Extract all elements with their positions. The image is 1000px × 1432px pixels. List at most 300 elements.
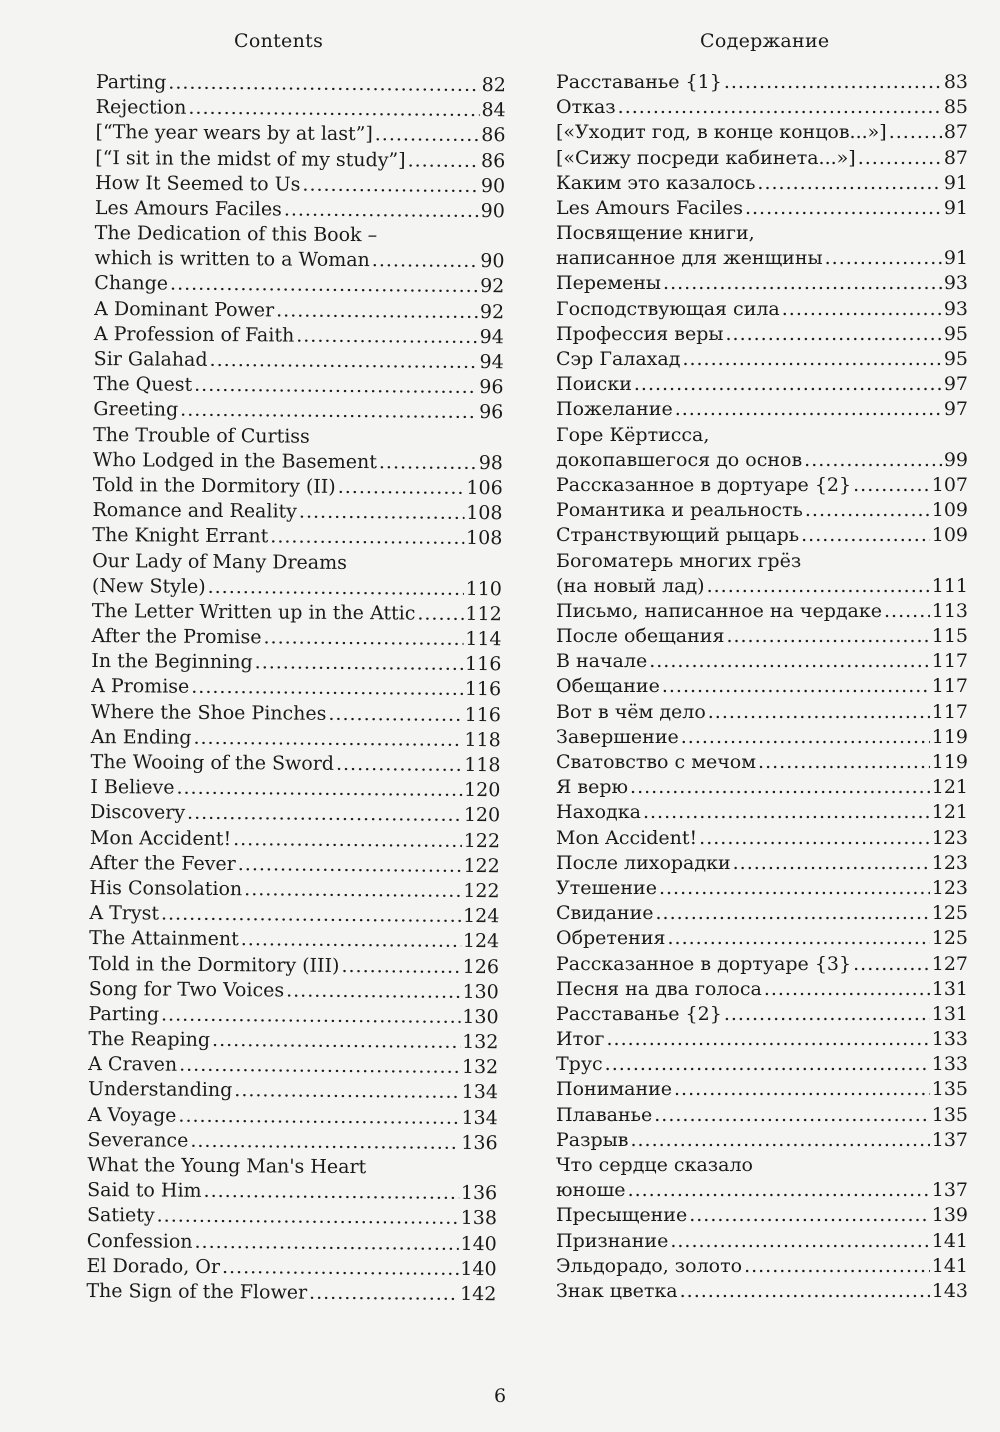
dot-leader xyxy=(193,726,462,753)
toc-entry-page: 121 xyxy=(931,776,968,799)
toc-entry xyxy=(88,1103,498,1131)
toc-entry-page: 91 xyxy=(943,247,968,270)
toc-entry xyxy=(556,146,968,171)
dot-leader xyxy=(682,347,941,372)
dot-leader xyxy=(187,801,462,828)
toc-entry-page: 134 xyxy=(461,1106,498,1129)
dot-leader xyxy=(190,1129,459,1156)
toc-entry xyxy=(556,473,968,498)
dot-leader xyxy=(605,1052,930,1077)
dot-leader xyxy=(884,599,930,624)
toc-entry-title: Песня на два голоса xyxy=(556,977,762,1000)
toc-entry xyxy=(89,876,499,904)
toc-entry xyxy=(556,649,968,674)
dot-leader xyxy=(649,649,930,674)
dot-leader xyxy=(668,926,930,951)
toc-entry xyxy=(556,498,968,523)
toc-entry-page: 120 xyxy=(464,779,501,802)
toc-entry-title: Where the Shoe Pinches xyxy=(90,700,327,725)
dot-leader xyxy=(725,322,941,347)
dot-leader xyxy=(804,448,942,473)
dot-leader xyxy=(336,752,462,778)
toc-entry xyxy=(93,397,503,425)
toc-entry xyxy=(90,800,500,828)
toc-entry-title: The Reaping xyxy=(88,1028,211,1052)
toc-entry-page: 126 xyxy=(462,955,500,978)
toc-entry-page: 132 xyxy=(461,1056,499,1079)
toc-entry-title: In the Beginning xyxy=(91,650,253,674)
toc-entry xyxy=(556,523,968,548)
toc-entry xyxy=(96,70,506,98)
toc-entry-page: 96 xyxy=(479,376,504,399)
toc-entry xyxy=(95,221,505,249)
toc-entry-page: 117 xyxy=(931,650,968,673)
dot-leader xyxy=(825,246,942,271)
contents-list-russian xyxy=(556,70,968,1304)
toc-entry-title: В начале xyxy=(556,650,648,673)
toc-entry xyxy=(556,851,968,876)
toc-entry-title: Каким это казалось xyxy=(556,171,756,194)
dot-leader xyxy=(194,373,477,400)
dot-leader xyxy=(204,1179,460,1206)
toc-entry-page: 137 xyxy=(931,1128,968,1151)
toc-entry-title: Пожелание xyxy=(556,398,673,421)
toc-entry xyxy=(556,1002,968,1027)
toc-entry xyxy=(556,1078,968,1103)
toc-entry xyxy=(93,423,503,451)
toc-entry-title: Господствующая сила xyxy=(556,297,780,320)
dot-leader xyxy=(628,1178,930,1203)
dot-leader xyxy=(654,1103,929,1128)
dot-leader xyxy=(176,776,462,803)
toc-entry xyxy=(91,624,501,652)
toc-entry-title: [“The year wears by at last”] xyxy=(95,121,373,146)
toc-entry xyxy=(556,1153,968,1178)
toc-entry-title: Les Amours Faciles xyxy=(556,196,743,219)
toc-entry-page: 99 xyxy=(943,448,968,471)
toc-entry-title: Расставанье {1} xyxy=(556,70,722,93)
dot-leader xyxy=(302,172,479,199)
toc-entry xyxy=(88,1077,498,1105)
toc-entry-page: 110 xyxy=(465,577,503,600)
toc-entry-title: Mon Accident! xyxy=(556,826,698,849)
toc-entry-title: Greeting xyxy=(93,398,179,422)
toc-entry-page: 114 xyxy=(465,628,502,651)
toc-entry-page: 97 xyxy=(943,398,968,421)
toc-entry xyxy=(556,221,968,246)
toc-entry-page: 130 xyxy=(462,1005,499,1029)
toc-entry xyxy=(556,423,968,448)
toc-entry-title: Who Lodged in the Basement xyxy=(92,448,378,474)
dot-leader xyxy=(680,1279,930,1304)
toc-entry xyxy=(556,1229,968,1254)
toc-entry xyxy=(94,271,504,299)
toc-entry-page: 131 xyxy=(931,1002,968,1025)
toc-entry-page: 122 xyxy=(463,854,500,877)
toc-entry-page: 84 xyxy=(481,99,506,122)
dot-leader xyxy=(233,827,462,854)
dot-leader xyxy=(630,775,930,800)
toc-entry xyxy=(89,901,499,929)
toc-entry-title: His Consolation xyxy=(89,876,243,901)
dot-leader xyxy=(724,1002,930,1027)
toc-entry-page: 124 xyxy=(463,905,500,928)
dot-leader xyxy=(417,601,463,627)
toc-entry xyxy=(92,574,502,602)
toc-entry-title: Обещание xyxy=(556,675,660,698)
toc-entry-page: 127 xyxy=(931,952,968,975)
toc-entry-title: A Tryst xyxy=(89,902,160,925)
dot-leader xyxy=(212,1028,460,1055)
dot-leader xyxy=(408,148,480,174)
toc-entry-page: 135 xyxy=(931,1078,968,1101)
toc-entry-page: 140 xyxy=(460,1257,497,1280)
toc-entry xyxy=(87,1153,497,1181)
toc-entry-title: написанное для женщины xyxy=(556,247,823,270)
toc-entry-page: 118 xyxy=(464,753,501,777)
dot-leader xyxy=(276,298,478,325)
toc-entry-title: Понимание xyxy=(556,1078,673,1101)
toc-entry-page: 130 xyxy=(462,980,499,1003)
toc-entry-page: 111 xyxy=(931,574,968,597)
dot-leader xyxy=(194,1229,458,1256)
toc-entry-title: Романтика и реальность xyxy=(556,499,803,522)
dot-leader xyxy=(801,523,930,548)
dot-leader xyxy=(659,876,930,901)
toc-entry-title: Эльдорадо, золото xyxy=(556,1254,743,1277)
toc-entry-title: Вот в чём дело xyxy=(556,700,706,723)
toc-entry-page: 91 xyxy=(943,196,968,219)
toc-entry-page: 97 xyxy=(943,373,968,396)
toc-entry xyxy=(90,826,500,854)
toc-entry xyxy=(88,1002,498,1030)
toc-entry xyxy=(556,901,968,926)
toc-entry-title: The Attainment xyxy=(89,927,239,951)
toc-entry-page: 93 xyxy=(943,297,968,320)
toc-entry xyxy=(89,977,499,1005)
toc-entry-page: 95 xyxy=(943,322,968,345)
toc-entry-title: Знак цветка xyxy=(556,1279,678,1302)
toc-entry-page: 93 xyxy=(943,272,968,295)
dot-leader xyxy=(853,952,930,977)
toc-entry-page: 118 xyxy=(464,728,501,752)
toc-entry xyxy=(93,473,503,501)
toc-entry-title: После обещания xyxy=(556,625,725,648)
toc-entry xyxy=(94,347,504,375)
toc-entry-page: 108 xyxy=(466,502,503,525)
dot-leader xyxy=(699,826,930,851)
dot-leader xyxy=(670,1229,929,1254)
toc-entry-title: Rejection xyxy=(95,96,187,119)
toc-entry-title: Discovery xyxy=(90,801,186,825)
toc-entry xyxy=(556,120,968,145)
toc-entry-title: Song for Two Voices xyxy=(88,977,285,1002)
toc-entry xyxy=(92,549,502,577)
dot-leader xyxy=(222,1255,459,1282)
toc-entry-title: Поиски xyxy=(556,373,632,396)
dot-leader xyxy=(656,901,930,926)
toc-entry-title: Confession xyxy=(86,1229,193,1253)
toc-entry-page: 121 xyxy=(931,801,968,824)
toc-entry xyxy=(556,297,968,322)
toc-entry-page: 123 xyxy=(931,826,968,849)
toc-entry-title: Богоматерь многих грёз xyxy=(556,549,802,572)
toc-entry-page: 123 xyxy=(931,851,968,874)
toc-entry xyxy=(87,1229,497,1257)
toc-entry-page: 132 xyxy=(462,1031,499,1054)
toc-entry xyxy=(556,196,968,221)
dot-leader xyxy=(889,120,942,145)
toc-entry-title: Сватовство с мечом xyxy=(556,751,757,774)
toc-entry-page: 136 xyxy=(461,1131,498,1155)
toc-entry-page: 107 xyxy=(931,473,968,496)
contents-heading: Contents xyxy=(234,30,324,52)
toc-entry-page: 142 xyxy=(460,1282,497,1306)
toc-entry xyxy=(556,800,968,825)
toc-entry-title: [«Сижу посреди кабинета...»] xyxy=(556,146,856,169)
toc-entry xyxy=(556,448,968,473)
toc-entry-title: Рассказанное в дортуаре {2} xyxy=(556,473,852,496)
toc-entry xyxy=(556,322,968,347)
toc-entry-page: 115 xyxy=(931,625,968,648)
toc-entry-page: 106 xyxy=(466,476,503,500)
toc-entry xyxy=(556,246,968,271)
toc-entry xyxy=(96,95,506,123)
toc-entry xyxy=(95,171,505,199)
toc-entry-page: 140 xyxy=(460,1232,497,1255)
dot-leader xyxy=(208,575,464,602)
dot-leader xyxy=(180,398,477,426)
toc-entry xyxy=(90,775,500,803)
toc-entry-page: 116 xyxy=(464,678,502,701)
toc-entry-title: Told in the Dormitory (III) xyxy=(88,952,340,977)
toc-entry xyxy=(556,397,968,422)
toc-entry-title: Said to Him xyxy=(87,1179,202,1203)
toc-entry-page: 94 xyxy=(479,351,504,374)
toc-entry-page: 136 xyxy=(460,1182,498,1205)
toc-entry-title: Parting xyxy=(95,70,167,94)
toc-entry xyxy=(556,1052,968,1077)
toc-entry-title: Разрыв xyxy=(556,1128,629,1151)
dot-leader xyxy=(853,473,930,498)
toc-entry-title: A Profession of Faith xyxy=(93,322,295,347)
toc-entry-title: Расставанье {2} xyxy=(556,1002,722,1025)
toc-entry xyxy=(89,952,499,980)
toc-entry-title: I Believe xyxy=(90,776,175,799)
toc-entry xyxy=(90,750,500,778)
toc-entry-title: Отказ xyxy=(556,96,616,119)
toc-entry xyxy=(95,146,505,174)
toc-entry xyxy=(556,775,968,800)
toc-entry-page: 119 xyxy=(931,725,968,748)
dot-leader xyxy=(681,725,930,750)
toc-entry-page: 90 xyxy=(480,199,505,223)
toc-entry-page: 116 xyxy=(464,703,502,726)
dot-leader xyxy=(328,702,462,728)
dot-leader xyxy=(270,525,464,552)
toc-entry xyxy=(556,926,968,951)
toc-entry-page: 92 xyxy=(479,300,505,323)
toc-entry xyxy=(556,624,968,649)
toc-entry-page: 92 xyxy=(480,275,505,298)
dot-leader xyxy=(724,70,942,95)
toc-entry-title: Завершение xyxy=(556,725,679,748)
toc-entry-title: Рассказанное в дортуаре {3} xyxy=(556,952,852,975)
toc-entry xyxy=(556,574,968,599)
toc-entry xyxy=(86,1279,496,1307)
toc-entry-page: 143 xyxy=(931,1279,968,1302)
toc-entry-title: Told in the Dormitory (II) xyxy=(92,473,336,498)
toc-entry-page: 82 xyxy=(481,74,506,97)
dot-leader xyxy=(161,1002,460,1030)
dot-leader xyxy=(209,348,477,375)
toc-entry xyxy=(556,70,968,95)
toc-entry-title: докопавшегося до основ xyxy=(556,448,803,471)
toc-entry-page: 86 xyxy=(481,124,506,147)
dot-leader xyxy=(805,498,930,523)
dot-leader xyxy=(241,928,461,955)
toc-entry-title: Свидание xyxy=(556,902,654,925)
toc-entry xyxy=(556,95,968,120)
toc-entry-title: (на новый лад) xyxy=(556,574,705,597)
toc-entry-page: 135 xyxy=(931,1103,968,1126)
toc-entry-page: 90 xyxy=(480,174,506,197)
toc-entry xyxy=(87,1128,497,1156)
toc-entry-title: How It Seemed to Us xyxy=(95,171,301,196)
dot-leader xyxy=(263,625,463,652)
dot-leader xyxy=(726,624,929,649)
toc-entry-page: 116 xyxy=(464,653,502,676)
toc-entry-title: Understanding xyxy=(87,1078,233,1102)
toc-entry-page: 109 xyxy=(931,524,968,547)
toc-entry xyxy=(94,297,504,325)
toc-entry-title: Письмо, написанное на чердаке xyxy=(556,599,882,622)
dot-leader xyxy=(758,750,930,775)
dot-leader xyxy=(689,1203,930,1228)
toc-entry-title: El Dorado, Or xyxy=(86,1254,221,1278)
toc-entry-page: 123 xyxy=(931,876,968,899)
dot-leader xyxy=(188,96,479,123)
toc-entry-page: 85 xyxy=(943,96,968,119)
dot-leader xyxy=(168,71,480,99)
toc-entry-title: Профессия веры xyxy=(556,322,724,345)
dot-leader xyxy=(299,500,465,527)
toc-entry-title: The Trouble of Curtiss xyxy=(93,423,310,448)
toc-entry-title: Обретения xyxy=(556,927,666,950)
toc-entry-title: Перемены xyxy=(556,272,662,295)
toc-entry-page: 90 xyxy=(480,250,505,273)
dot-leader xyxy=(643,800,930,825)
toc-entry-title: A Craven xyxy=(88,1053,178,1076)
toc-entry-title: Утешение xyxy=(556,876,657,899)
toc-entry-page: 87 xyxy=(943,121,968,144)
dot-leader xyxy=(764,977,930,1002)
toc-entry-page: 117 xyxy=(931,675,968,698)
toc-entry-page: 108 xyxy=(465,527,503,550)
toc-entry xyxy=(556,1279,968,1304)
toc-entry-page: 138 xyxy=(460,1207,498,1230)
toc-entry-title: Our Lady of Many Dreams xyxy=(92,549,348,574)
toc-entry-page: 134 xyxy=(461,1081,499,1104)
dot-leader xyxy=(708,700,930,725)
toc-entry xyxy=(556,1178,968,1203)
toc-entry xyxy=(556,1128,968,1153)
toc-entry xyxy=(556,347,968,372)
toc-entry xyxy=(87,1178,497,1206)
dot-leader xyxy=(296,323,478,350)
toc-entry-page: 131 xyxy=(931,977,968,1000)
toc-entry-title: (New Style) xyxy=(91,574,206,598)
toc-entry xyxy=(556,1103,968,1128)
toc-entry-title: После лихорадки xyxy=(556,851,731,874)
toc-entry xyxy=(556,1254,968,1279)
dot-leader xyxy=(858,146,942,171)
toc-entry xyxy=(556,1203,968,1228)
dot-leader xyxy=(255,651,464,678)
toc-entry-title: Трус xyxy=(556,1053,603,1076)
toc-entry-title: Satiety xyxy=(86,1204,155,1227)
toc-entry-page: 124 xyxy=(462,930,500,953)
toc-entry-title: A Dominant Power xyxy=(94,297,275,322)
toc-entry xyxy=(90,851,500,879)
toc-entry-page: 95 xyxy=(943,348,968,371)
toc-entry xyxy=(556,725,968,750)
toc-entry-title: A Promise xyxy=(91,675,190,699)
toc-entry xyxy=(91,649,501,677)
toc-entry-title: Пресыщение xyxy=(556,1204,688,1227)
dot-leader xyxy=(178,1103,459,1130)
toc-entry-title: Горе Кёртисса, xyxy=(556,423,710,446)
toc-entry-title: The Wooing of the Sword xyxy=(90,751,335,775)
toc-entry xyxy=(556,826,968,851)
dot-leader xyxy=(745,196,942,221)
toc-entry-title: The Letter Written up in the Attic xyxy=(91,599,416,625)
toc-entry-title: Посвящение книги, xyxy=(556,222,755,245)
toc-entry-title: Parting xyxy=(88,1002,160,1026)
toc-entry xyxy=(556,599,968,624)
toc-entry xyxy=(92,599,502,627)
dot-leader xyxy=(733,851,930,876)
toc-entry-title: Итог xyxy=(556,1028,605,1051)
toc-entry-page: 98 xyxy=(478,451,504,475)
dot-leader xyxy=(341,954,460,980)
toc-entry-page: 109 xyxy=(931,499,968,522)
toc-entry xyxy=(556,549,968,574)
toc-entry xyxy=(95,196,505,224)
toc-entry-page: 87 xyxy=(943,146,968,169)
toc-entry-page: 125 xyxy=(931,902,968,925)
toc-entry xyxy=(92,523,502,551)
toc-entry xyxy=(89,926,499,954)
dot-leader xyxy=(286,978,461,1005)
toc-entry-page: 96 xyxy=(479,401,504,424)
page-number: 6 xyxy=(493,1385,507,1407)
toc-entry-title: The Sign of the Flower xyxy=(86,1279,308,1304)
dot-leader xyxy=(372,248,479,274)
toc-entry-page: 125 xyxy=(931,927,968,950)
toc-entry-page: 112 xyxy=(465,602,502,626)
toc-entry-title: Сэр Галахад xyxy=(556,348,681,371)
dot-leader xyxy=(662,674,930,699)
toc-entry-page: 113 xyxy=(931,599,968,622)
dot-leader xyxy=(309,1281,458,1307)
toc-entry-title: Severance xyxy=(87,1128,189,1152)
toc-entry xyxy=(95,120,505,148)
toc-entry-page: 86 xyxy=(481,149,506,172)
toc-entry-page: 122 xyxy=(463,879,500,903)
toc-entry xyxy=(94,246,504,274)
toc-entry-title: Плаванье xyxy=(556,1103,653,1126)
